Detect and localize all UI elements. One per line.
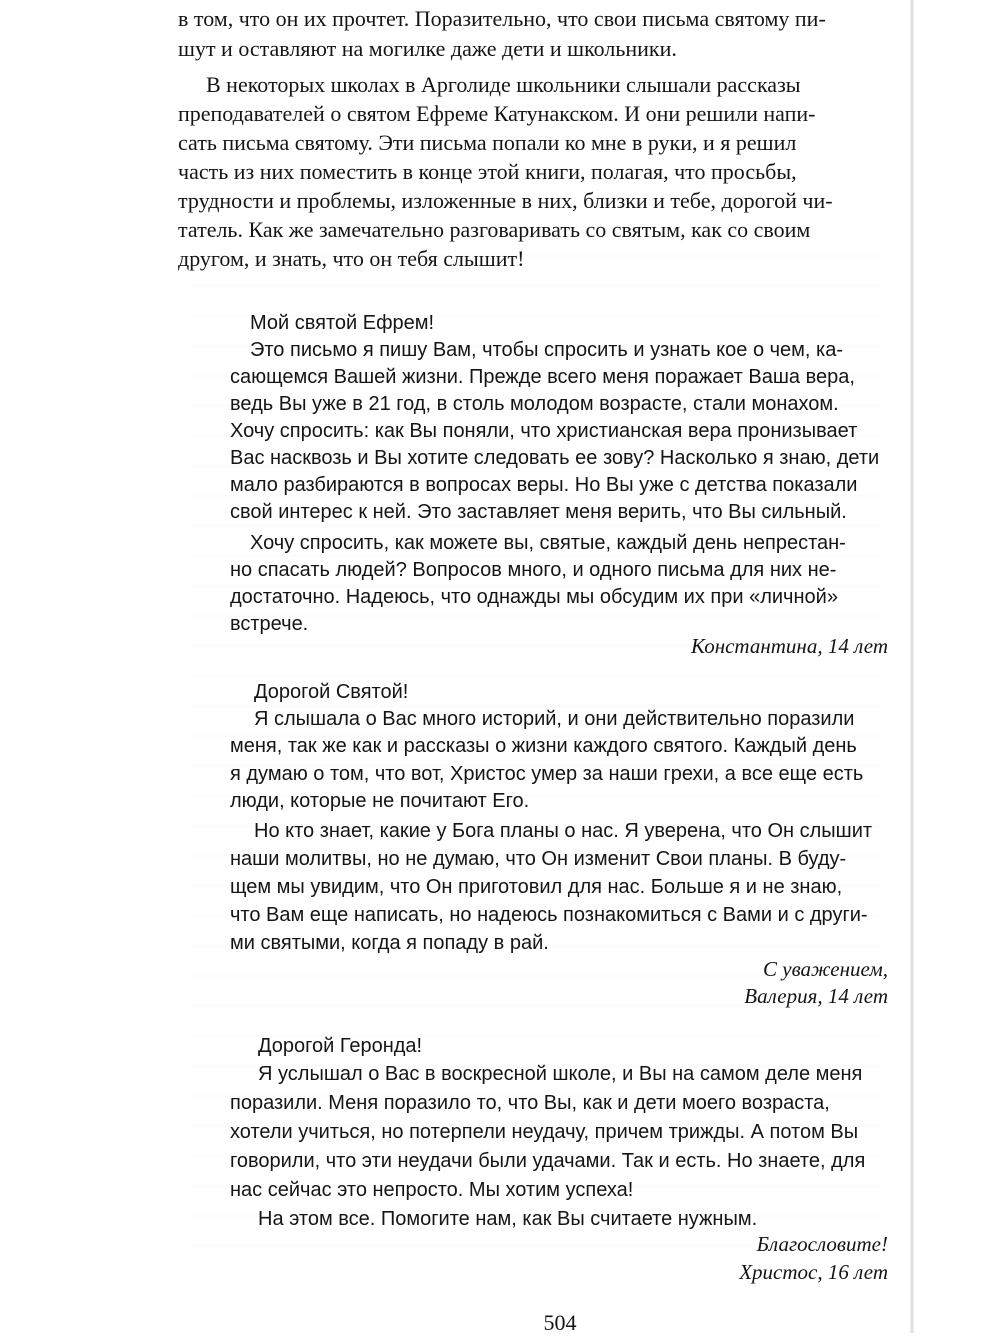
letter3-line: нас сейчас это непросто. Мы хотим успеха! xyxy=(230,1179,634,1201)
letter2-line: что Вам еще написать, но надеюсь познакомиться с Вами и с други- xyxy=(230,904,868,926)
letter1-line: Это письмо я пишу Вам, чтобы спросить и узнать кое о чем, ка- xyxy=(250,339,844,361)
letter1-line: встрече. xyxy=(230,613,309,635)
letter2-line: Я слышала о Вас много историй, и они действительно поразили xyxy=(254,708,855,730)
letter1-line: сающемся Вашей жизни. Прежде всего меня поражает Ваша вера, xyxy=(230,366,855,388)
letter2-signature-closing: С уважением, xyxy=(763,957,888,981)
letter1-line: достаточно. Надеюсь, что однажды мы обсудим их при «личной» xyxy=(230,586,838,608)
intro-line: часть из них поместить в конце этой книги, полагая, что просьбы, xyxy=(178,159,797,184)
intro-line: другом, и знать, что он тебя слышит! xyxy=(178,246,525,271)
intro-line: В некоторых школах в Арголиде школьники слышали рассказы xyxy=(206,72,801,97)
page-edge xyxy=(910,0,914,1333)
letter2-line: ми святыми, когда я попаду в рай. xyxy=(230,932,549,954)
letter2-line: наши молитвы, но не думаю, что Он изменит Свои планы. В буду- xyxy=(230,848,847,870)
page-number: 504 xyxy=(543,1310,577,1335)
intro-line: сать письма святому. Эти письма попали ко мне в руки, и я решил xyxy=(178,130,797,155)
intro-line: трудности и проблемы, изложенные в них, близки и тебе, дорогой чи- xyxy=(178,188,833,213)
letter1-greeting: Мой святой Ефрем! xyxy=(250,312,435,334)
letter2-greeting: Дорогой Святой! xyxy=(254,681,409,703)
letter1-line: но спасать людей? Вопросов много, и одного письма для них не- xyxy=(230,559,837,581)
letter1-line: Хочу спросить: как Вы поняли, что христианская вера пронизывает xyxy=(230,420,858,442)
intro-line: шут и оставляют на могилке даже дети и школьники. xyxy=(178,36,677,61)
letter1-line: Вас насквозь и Вы хотите следовать ее зову? Насколько я знаю, дети xyxy=(230,447,880,469)
letter2-line: щем мы увидим, что Он приготовил для нас. Больше я и не знаю, xyxy=(230,876,843,898)
letter3-greeting: Дорогой Геронда! xyxy=(258,1035,423,1057)
letter2-signature-name: Валерия, 14 лет xyxy=(744,984,888,1008)
letter3-line: На этом все. Помогите нам, как Вы считаете нужным. xyxy=(258,1208,758,1230)
letter3-line: говорили, что эти неудачи были удачами. Так и есть. Но знаете, для xyxy=(230,1150,866,1172)
letter2-line: Но кто знает, какие у Бога планы о нас. Я уверена, что Он слышит xyxy=(254,820,873,842)
letter3-line: хотели учиться, но потерпели неудачу, причем трижды. А потом Вы xyxy=(230,1121,859,1143)
letter2-line: люди, которые не почитают Его. xyxy=(230,790,530,812)
letter1-line: свой интерес к ней. Это заставляет меня верить, что Вы сильный. xyxy=(230,501,847,523)
intro-line: татель. Как же замечательно разговаривать со святым, как со своим xyxy=(178,217,811,242)
intro-line: в том, что он их прочтет. Поразительно, что свои письма святому пи- xyxy=(178,6,826,31)
letter3-line: поразили. Меня поразило то, что Вы, как и дети моего возраста, xyxy=(230,1092,830,1114)
letter3-line: Я услышал о Вас в воскресной школе, и Вы на самом деле меня xyxy=(258,1063,863,1085)
letter3-signature-name: Христос, 16 лет xyxy=(739,1260,888,1284)
letter1-line: Хочу спросить, как можете вы, святые, каждый день непрестан- xyxy=(250,532,846,554)
letter2-line: меня, так же как и рассказы о жизни каждого святого. Каждый день xyxy=(230,735,857,757)
letter1-line: ведь Вы уже в 21 год, в столь молодом возрасте, стали монахом. xyxy=(230,393,839,415)
letter3-signature-closing: Благословите! xyxy=(756,1232,888,1256)
intro-line: преподавателей о святом Ефреме Катунакском. И они решили напи- xyxy=(178,101,816,126)
letter1-signature: Константина, 14 лет xyxy=(691,634,888,658)
letter2-line: я думаю о том, что вот, Христос умер за наши грехи, а все еще есть xyxy=(230,763,864,785)
letter1-line: мало разбираются в вопросах веры. Но Вы уже с детства показали xyxy=(230,474,858,496)
